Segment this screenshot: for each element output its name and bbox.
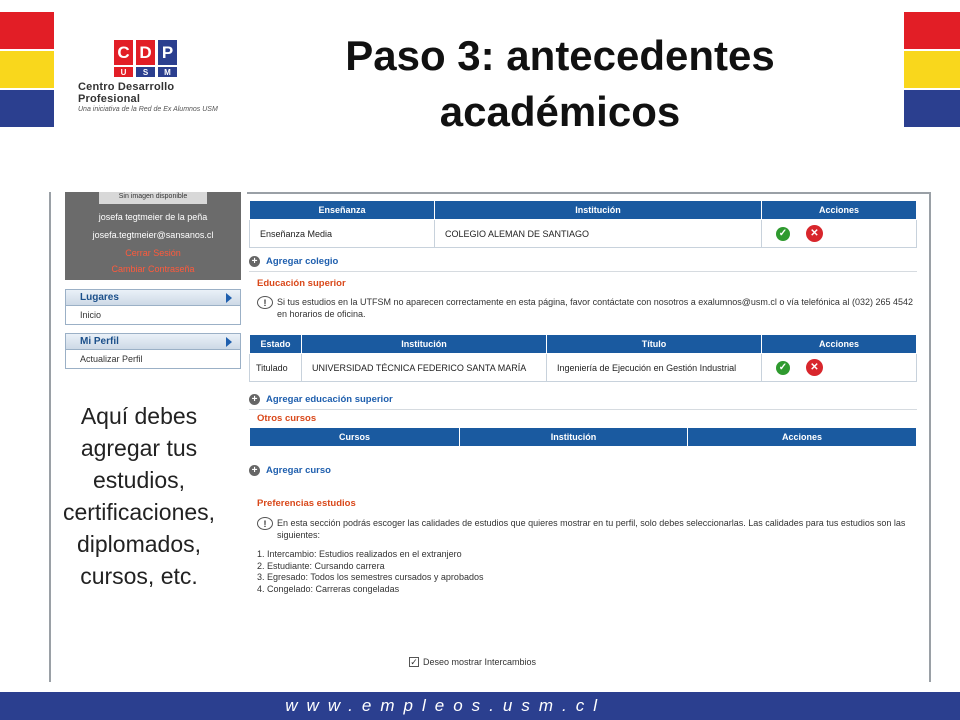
column-header: Acciones <box>762 201 917 220</box>
no-image-placeholder: Sin imagen disponible <box>99 192 207 204</box>
user-panel <box>65 192 241 280</box>
logo-letter: C <box>114 40 133 65</box>
menu-header-lugares[interactable] <box>66 290 240 306</box>
right-flag-stripes <box>904 12 960 129</box>
table-cell: COLEGIO ALEMAN DE SANTIAGO <box>435 220 762 248</box>
table-cell: Titulado <box>250 354 302 382</box>
callout-line: estudios, <box>92 467 186 493</box>
logo-sub-letter: M <box>158 67 177 77</box>
list-item: 4. Congelado: Carreras congeladas <box>257 583 400 594</box>
column-header: Cursos <box>250 428 460 447</box>
table-row <box>250 220 917 248</box>
intercambio-checkbox-row[interactable] <box>409 657 536 667</box>
menu-header-mi-perfil[interactable] <box>66 334 240 350</box>
logo-tagline: Una iniciativa de la Red de Ex Alumnos USM <box>78 106 218 113</box>
stripe-blue <box>904 90 960 127</box>
checkbox-label: Deseo mostrar Intercambios <box>423 657 537 667</box>
slide-title <box>300 28 820 140</box>
section-title-preferences: Preferencias estudios <box>257 498 356 509</box>
user-name: josefa tegtmeier de la peña <box>98 212 208 222</box>
preferences-info <box>257 517 917 541</box>
higher-ed-info <box>257 296 917 320</box>
preferences-list <box>257 549 917 595</box>
cdp-logo <box>78 40 228 113</box>
stripe-blue <box>0 90 54 127</box>
logo-sub-letter: U <box>114 67 133 77</box>
add-higher-ed-link[interactable] <box>249 394 917 410</box>
courses-table <box>249 427 917 447</box>
change-password-link[interactable]: Cambiar Contraseña <box>111 264 195 274</box>
sidebar-item-inicio[interactable]: Inicio <box>80 310 102 320</box>
column-header: Institución <box>435 201 762 220</box>
table-cell: Ingeniería de Ejecución en Gestión Industrial <box>547 354 762 382</box>
callout-line: cursos, etc. <box>80 563 198 589</box>
menu-mi-perfil <box>65 333 241 369</box>
delete-icon[interactable]: ✕ <box>806 359 823 376</box>
delete-icon[interactable]: ✕ <box>806 225 823 242</box>
column-header: Acciones <box>688 428 917 447</box>
higher-ed-info-text: Si tus estudios en la UTFSM no aparecen correctamente en esta página, favor contáctate con nosotros a exalumnos@usm.cl o vía telefónica al (032) 265 4542 en horarios de oficina. <box>277 297 913 319</box>
list-item: 3. Egresado: Todos los semestres cursados y aprobados <box>257 572 484 582</box>
profile-screenshot <box>49 192 931 682</box>
sidebar-item-actualizar-perfil[interactable]: Actualizar Perfil <box>80 354 143 364</box>
screenshot-top-border <box>247 192 929 198</box>
callout-line: certificaciones, <box>62 499 216 525</box>
stripe-red <box>0 12 54 49</box>
slide-title-line2: académicos <box>439 88 681 135</box>
info-icon: ! <box>257 296 273 309</box>
section-title-higher-ed: Educación superior <box>257 278 346 289</box>
plus-icon: + <box>249 394 260 405</box>
edit-icon[interactable]: ✓ <box>776 227 790 241</box>
logo-letter: P <box>158 40 177 65</box>
slide-title-line1: Paso 3: antecedentes <box>345 32 775 79</box>
plus-icon: + <box>249 465 260 476</box>
menu-title: Mi Perfil <box>80 336 119 347</box>
footer-bar <box>0 692 960 720</box>
logo-name: Centro Desarrollo Profesional <box>78 81 175 105</box>
actions-cell <box>762 354 917 382</box>
table-cell: Enseñanza Media <box>250 220 435 248</box>
list-item: 2. Estudiante: Cursando carrera <box>257 560 385 571</box>
add-school-label: Agregar colegio <box>266 256 339 267</box>
callout-line: agregar tus <box>80 435 198 461</box>
logo-sub-letter: S <box>136 67 155 77</box>
footer-url[interactable]: www.empleos.usm.cl <box>285 696 606 715</box>
info-icon: ! <box>257 517 273 530</box>
list-item: 1. Intercambio: Estudios realizados en el extranjero <box>257 549 462 559</box>
logo-letter: D <box>136 40 155 65</box>
arrow-right-icon <box>226 293 232 303</box>
section-title-courses: Otros cursos <box>257 413 317 424</box>
school-table <box>249 200 917 248</box>
column-header: Enseñanza <box>250 201 435 220</box>
menu-lugares <box>65 289 241 325</box>
user-email: josefa.tegtmeier@sansanos.cl <box>92 230 214 240</box>
column-header: Institución <box>302 335 547 354</box>
stripe-yellow <box>0 51 54 88</box>
arrow-right-icon <box>226 337 232 347</box>
academic-content <box>249 200 917 667</box>
edit-icon[interactable]: ✓ <box>776 361 790 375</box>
column-header: Acciones <box>762 335 917 354</box>
stripe-yellow <box>904 51 960 88</box>
callout-line: Aquí debes <box>80 403 198 429</box>
add-course-label: Agregar curso <box>266 465 331 476</box>
column-header: Institución <box>460 428 688 447</box>
higher-ed-table <box>249 334 917 382</box>
stripe-red <box>904 12 960 49</box>
column-header: Título <box>547 335 762 354</box>
left-flag-stripes <box>0 12 54 129</box>
table-row <box>250 354 917 382</box>
add-course-link[interactable] <box>249 465 917 480</box>
plus-icon: + <box>249 256 260 267</box>
intercambio-checkbox[interactable]: ✓ <box>410 656 418 667</box>
table-cell: UNIVERSIDAD TÉCNICA FEDERICO SANTA MARÍA <box>302 354 547 382</box>
menu-title: Lugares <box>80 292 119 303</box>
logout-link[interactable]: Cerrar Sesión <box>125 248 181 258</box>
preferences-info-text: En esta sección podrás escoger las calidades de estudios que quieres mostrar en tu perfil, solo debes seleccionarlas. Las calidades para tus estudios son las siguientes: <box>277 518 906 540</box>
callout-text <box>51 400 227 592</box>
callout-line: diplomados, <box>76 531 202 557</box>
add-higher-ed-label: Agregar educación superior <box>266 394 393 405</box>
actions-cell <box>762 220 917 248</box>
add-school-link[interactable] <box>249 256 917 272</box>
column-header: Estado <box>250 335 302 354</box>
